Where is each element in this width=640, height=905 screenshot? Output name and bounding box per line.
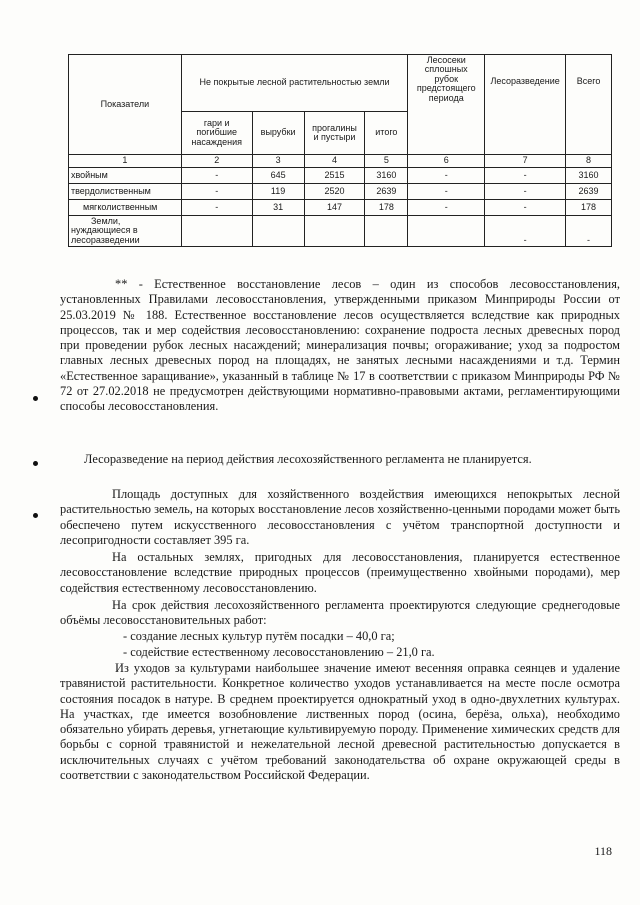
table-cell xyxy=(252,216,304,247)
table-cell: - xyxy=(566,216,612,247)
paragraph-natural-regeneration: На остальных землях, пригодных для лесовосстановления, планируется естественное лесовосстановление вследствие природных процессов (преимущественно хвойными породами), мер содействия естественному лесовосстановлению. xyxy=(60,550,620,595)
table-cell: 31 xyxy=(252,200,304,216)
table-cell: 119 xyxy=(252,184,304,200)
header-cuttings: вырубки xyxy=(252,112,304,155)
table-cell xyxy=(408,216,485,247)
table-cell: - xyxy=(485,200,566,216)
col-number: 5 xyxy=(365,155,408,168)
table-cell: - xyxy=(181,200,252,216)
table-cell xyxy=(181,216,252,247)
table-cell: - xyxy=(181,168,252,184)
table-cell: 2639 xyxy=(365,184,408,200)
table-row xyxy=(69,216,612,247)
col-number: 7 xyxy=(485,155,566,168)
row-label: хвойным xyxy=(69,168,182,184)
table-cell: - xyxy=(485,168,566,184)
table-cell: 3160 xyxy=(365,168,408,184)
paragraph-volumes: На срок действия лесохозяйственного регламента проектируются следующие среднегодовые объёмы лесовосстановительных работ: xyxy=(60,598,620,628)
col-number: 4 xyxy=(304,155,365,168)
row-label: твердолиственным xyxy=(69,184,182,200)
table-row xyxy=(69,168,612,184)
header-burned: гари и погибшие насаждения xyxy=(181,112,252,155)
row-label: мягколиственным xyxy=(69,200,182,216)
paragraph-area: Площадь доступных для хозяйственного воздействия имеющихся непокрытых лесной растительностью земель, на которых восстановление лесов хозяйственно-ценными породами может быть обеспечено путем искусственного лесовосстановления с учётом транспортной доступности и лесопригодности составляет 395 га. xyxy=(60,487,620,547)
header-indicators: Показатели xyxy=(69,55,182,155)
table-cell: - xyxy=(408,200,485,216)
punch-hole-mark xyxy=(33,461,38,466)
paragraph-afforestation: Лесоразведение на период действия лесохозяйственного регламента не планируется. xyxy=(84,452,532,466)
table-cell: - xyxy=(408,184,485,200)
header-not-covered: Не покрытые лесной растительностью земли xyxy=(181,55,408,112)
col-number: 6 xyxy=(408,155,485,168)
col-number: 1 xyxy=(69,155,182,168)
header-glades: прогалины и пустыри xyxy=(304,112,365,155)
footnote-paragraph: ** - Естественное восстановление лесов – один из способов лесовосстановления, установленных Правилами лесовосстановления, утвержденными приказом Минприроды России от 25.03.2019 № 188. Естественное восстановление лесов осуществляется вследствие как природных процессов, так и мер содействия лесовосстановлению: сохранение подроста лесных древесных пород при проведении рубок лесных насаждений; минерализация почвы; огораживание; уход за подростом главных лесных древесных пород на площадях, не занятых лесными насаждениями и т.д. Термин «Естественное заращивание», указанный в таблице № 17 в соответствии с приказом Минприроды РФ № 72 от 27.02.2018 не предусмотрен действующими нормативно-правовыми актами, регламентирующими способы лесовосстановления. xyxy=(60,277,620,414)
list-item-assistance: - содействие естественному лесовосстановлению – 21,0 га. xyxy=(123,645,435,659)
col-number: 3 xyxy=(252,155,304,168)
header-total: Всего xyxy=(566,55,612,155)
list-item-planting: - создание лесных культур путём посадки – 40,0 га; xyxy=(123,629,395,643)
header-clearings: Лесосеки сплошных рубок предстоящего периода xyxy=(408,55,485,155)
paragraph-care: Из уходов за культурами наибольшее значение имеют весенняя оправка сеянцев и удаление травянистой растительности. Конкретное количество уходов устанавливается на месте после осмотра состояния посадок в натуре. В среднем проектируется однократный уход в одно-двухлетних культурах. На участках, где имеется возобновление лиственных пород (осина, берёза, ольха), необходимо обязательно убирать деревья, угнетающие культивируемую породу. Применение химических средств для борьбы с сорной травянистой и нежелательной лесной древесной растительностью допускается в исключительных случаях с учётом требований законодательства об охране окружающей среды в соответствии с законодательством Российской Федерации. xyxy=(60,661,620,783)
reforestation-table xyxy=(68,54,612,247)
table-cell: - xyxy=(485,184,566,200)
table-row xyxy=(69,200,612,216)
header-afforestation: Лесоразведение xyxy=(485,55,566,155)
table-cell: - xyxy=(181,184,252,200)
column-numbers-row xyxy=(69,155,612,168)
table-cell: 3160 xyxy=(566,168,612,184)
table-cell: - xyxy=(485,216,566,247)
table-cell xyxy=(365,216,408,247)
header-subtotal: итого xyxy=(365,112,408,155)
table-cell: 2639 xyxy=(566,184,612,200)
table-cell: 178 xyxy=(365,200,408,216)
table-cell: 2520 xyxy=(304,184,365,200)
punch-hole-mark xyxy=(33,513,38,518)
table-cell: 178 xyxy=(566,200,612,216)
col-number: 2 xyxy=(181,155,252,168)
col-number: 8 xyxy=(566,155,612,168)
page-number: 118 xyxy=(594,844,612,858)
row-label: Земли, нуждающиеся в лесоразведении xyxy=(69,216,182,247)
table-cell: 2515 xyxy=(304,168,365,184)
table-cell: 645 xyxy=(252,168,304,184)
table-cell xyxy=(304,216,365,247)
table-row xyxy=(69,184,612,200)
punch-hole-mark xyxy=(33,396,38,401)
table-cell: 147 xyxy=(304,200,365,216)
table-cell: - xyxy=(408,168,485,184)
